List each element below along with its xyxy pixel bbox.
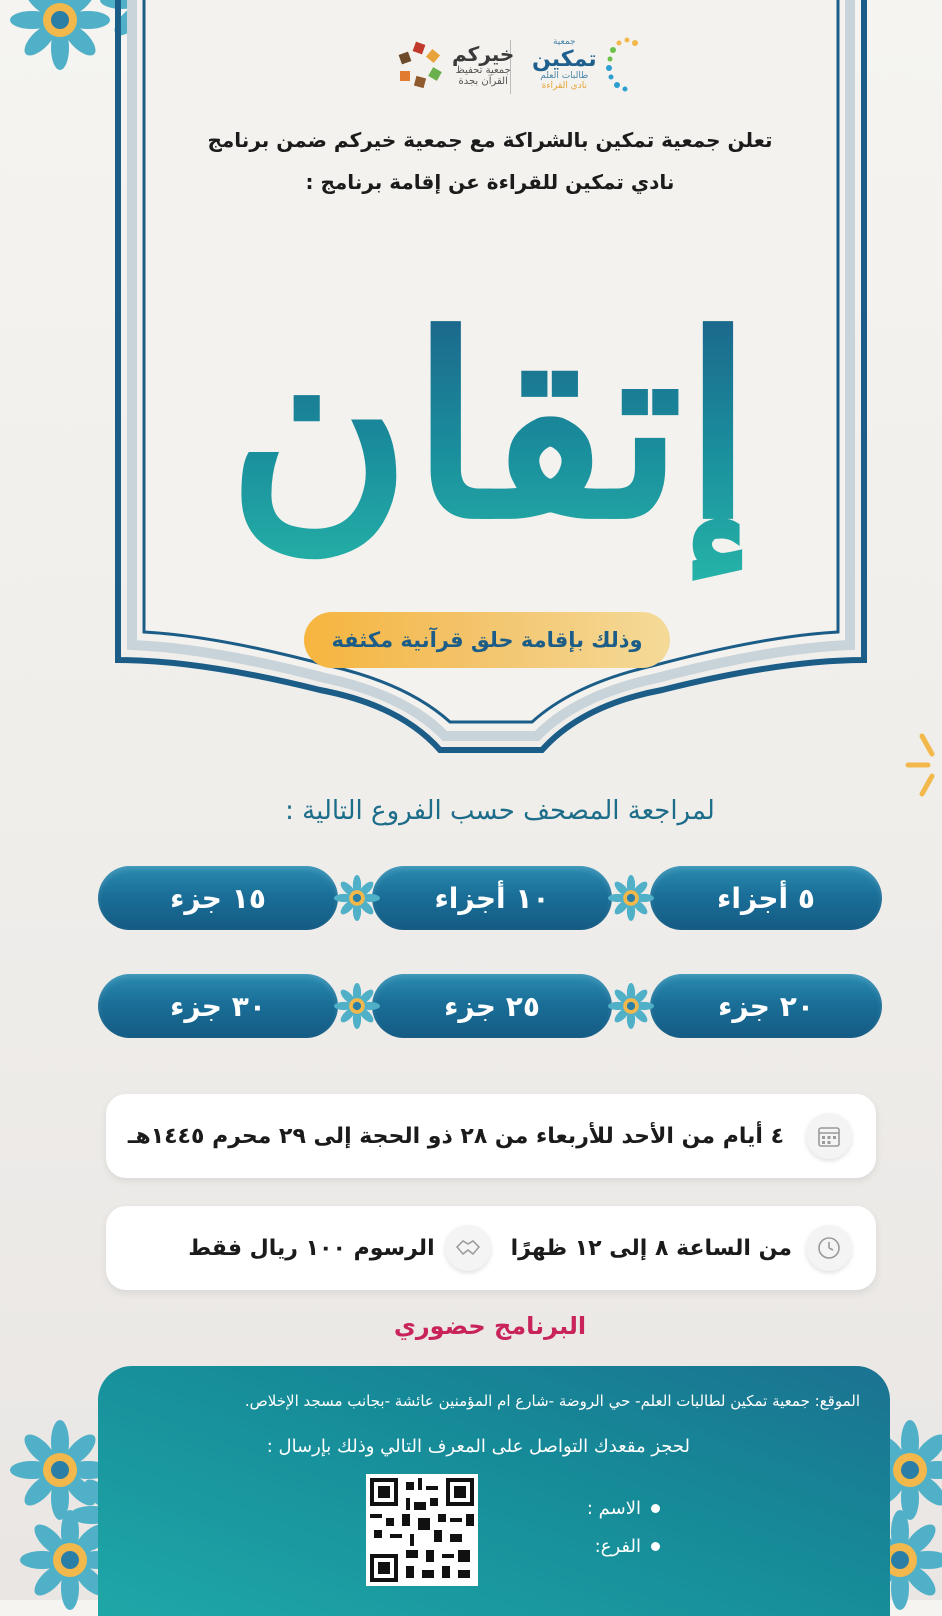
branch-label: ١٠ أجزاء	[434, 881, 550, 915]
location-text: الموقع: جمعية تمكين لطالبات العلم- حي الروضة -شارع ام المؤمنين عائشة -بجانب مسجد الإخلاص.	[244, 1392, 860, 1410]
khairukum-logo	[396, 30, 514, 100]
field-name-label: الاسم :	[586, 1498, 641, 1519]
branch-label: ٣٠ جزء	[170, 989, 266, 1023]
field-branch-label: الفرع:	[594, 1536, 641, 1557]
branch-5	[650, 866, 882, 930]
handshake-icon	[445, 1225, 491, 1271]
tamkeen-logo-text	[532, 38, 597, 92]
qr-code[interactable]	[366, 1474, 478, 1586]
calendar-icon	[806, 1113, 852, 1159]
schedule-days-text: ٤ أيام من الأحد للأربعاء من ٢٨ ذو الحجة إلى ٢٩ محرم ١٤٤٥هـ	[127, 1123, 784, 1149]
branch-25	[372, 974, 612, 1038]
program-name: إتقان	[227, 280, 753, 574]
tamkeen-sub: طالبات العلم	[540, 71, 589, 82]
branch-10	[372, 866, 612, 930]
tamkeen-top: جمعية	[552, 37, 576, 48]
branch-30	[98, 974, 338, 1038]
tamkeen-logo	[532, 30, 645, 100]
bullet-icon	[651, 1504, 660, 1513]
schedule-time-text: من الساعة ٨ إلى ١٢ ظهرًا	[510, 1235, 792, 1261]
khairukum-logo-text	[452, 43, 514, 87]
field-name	[587, 1498, 660, 1519]
intro-line-2: نادي تمكين للقراءة عن إقامة برنامج :	[305, 170, 675, 194]
program-calligraphy	[227, 215, 753, 595]
branches-title: لمراجعة المصحف حسب الفروع التالية :	[285, 796, 715, 826]
branch-label: ١٥ جزء	[170, 881, 266, 915]
khairukum-sub2: القرآن بجدة	[458, 76, 508, 87]
flower-ornament-icon	[608, 983, 654, 1029]
branch-20	[650, 974, 882, 1038]
schedule-time-card	[106, 1206, 876, 1290]
khairukum-sub1: جمعية تحفيظ	[455, 65, 511, 76]
tamkeen-sub2: نادي القراءة	[541, 81, 587, 92]
flower-ornament-icon	[334, 875, 380, 921]
dots-ring-icon	[605, 35, 645, 95]
tagline-text: وذلك بإقامة حلق قرآنية مكثفة	[331, 628, 643, 652]
branch-label: ٥ أجزاء	[717, 881, 815, 915]
flower-ornament-icon	[334, 983, 380, 1029]
branch-label: ٢٥ جزء	[444, 989, 540, 1023]
branch-label: ٢٠ جزء	[718, 989, 814, 1023]
footer-panel	[98, 1366, 890, 1616]
bullet-icon	[651, 1542, 660, 1551]
clock-icon	[806, 1225, 852, 1271]
booking-text: لحجز مقعدك التواصل على المعرف التالي وذلك بإرسال :	[266, 1436, 690, 1457]
khairukum-mark-icon	[396, 41, 444, 89]
khairukum-name: خيركم	[452, 42, 515, 66]
program-type: البرنامج حضوري	[393, 1312, 587, 1340]
flower-ornament-icon	[608, 875, 654, 921]
field-branch	[595, 1536, 660, 1557]
fee-text: الرسوم ١٠٠ ريال فقط	[188, 1235, 435, 1261]
tamkeen-name: تمكين	[532, 46, 597, 72]
schedule-days-card	[106, 1094, 876, 1178]
branch-15	[98, 866, 338, 930]
tagline-pill	[304, 612, 670, 668]
intro-line-1: تعلن جمعية تمكين بالشراكة مع جمعية خيركم ضمن برنامج	[207, 128, 773, 152]
